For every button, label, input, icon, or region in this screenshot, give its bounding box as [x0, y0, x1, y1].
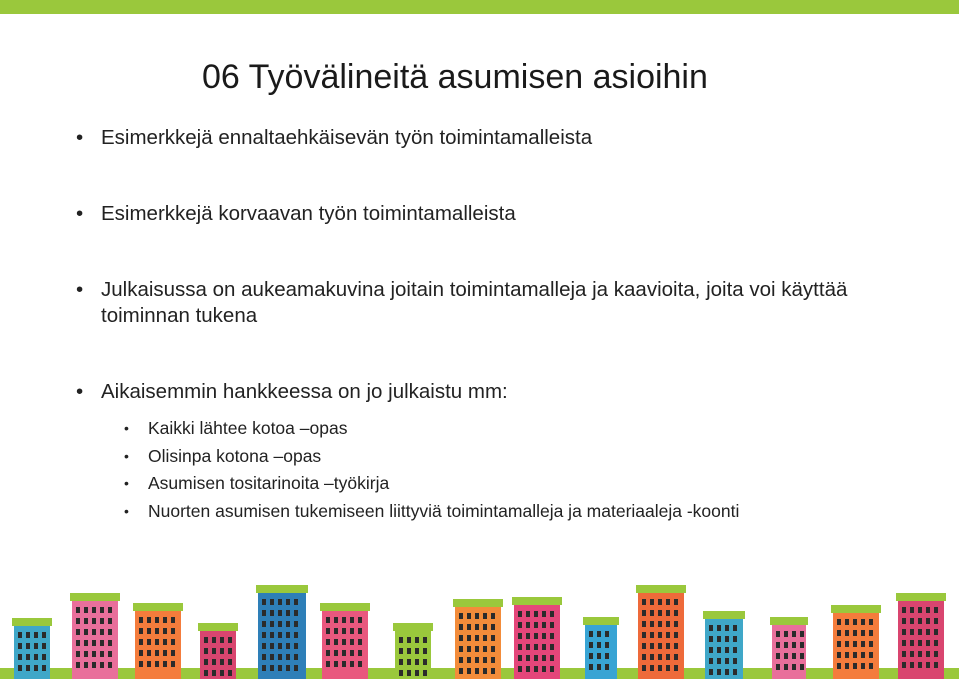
bullet-text: Aikaisemmin hankkeessa on jo julkaistu mm: [101, 380, 508, 403]
bullet-marker: • [76, 126, 84, 149]
bullet-marker: • [76, 278, 84, 301]
sub-bullet-text: Asumisen tositarinoita –työkirja [148, 473, 390, 493]
bullet-marker: • [76, 380, 84, 403]
bullet-marker: • [124, 420, 129, 436]
sub-bullet-list [76, 415, 936, 525]
sub-bullet-item [76, 498, 936, 526]
building [453, 599, 503, 679]
sub-bullet-item [76, 470, 936, 498]
building [831, 605, 881, 679]
building-illustration [0, 560, 959, 679]
sub-bullet-text: Olisinpa kotona –opas [148, 445, 322, 466]
bullet-text: Esimerkkejä ennaltaehkäisevän työn toimintamalleista [101, 126, 593, 149]
slide-title: 06 Työvälineitä asumisen asioihin [202, 58, 708, 96]
building [256, 585, 308, 679]
building [12, 618, 52, 679]
bullet-marker: • [76, 202, 84, 225]
sub-bullet-text: Nuorten asumisen tukemiseen liittyviä toimintamalleja ja materiaaleja -koonti [148, 500, 740, 521]
bullet-list [76, 125, 936, 525]
bullet-marker: • [124, 502, 129, 519]
sub-bullet-item [76, 415, 936, 443]
building [393, 623, 433, 679]
building [320, 603, 370, 679]
top-accent-bar [0, 0, 959, 14]
building [636, 585, 686, 679]
bullet-item [76, 125, 936, 151]
building [512, 597, 562, 679]
building [198, 623, 238, 679]
bullet-marker: • [124, 475, 129, 491]
bullet-marker: • [124, 447, 129, 464]
bullet-text: Esimerkkejä korvaavan työn toimintamalleista [101, 202, 516, 225]
building [703, 611, 745, 679]
building [770, 617, 808, 679]
sub-bullet-text: Kaikki lähtee kotoa –opas [148, 418, 348, 438]
bullet-item [76, 201, 936, 227]
building [896, 593, 946, 679]
bullet-item [76, 277, 891, 329]
sub-bullet-item [76, 443, 936, 471]
building [583, 617, 619, 679]
building [133, 603, 183, 679]
building [70, 593, 120, 679]
bullet-text: Julkaisussa on aukeamakuvina joitain toimintamalleja ja kaavioita, joita voi käyttää toiminnan tukena [101, 278, 848, 327]
bullet-item [76, 379, 936, 405]
